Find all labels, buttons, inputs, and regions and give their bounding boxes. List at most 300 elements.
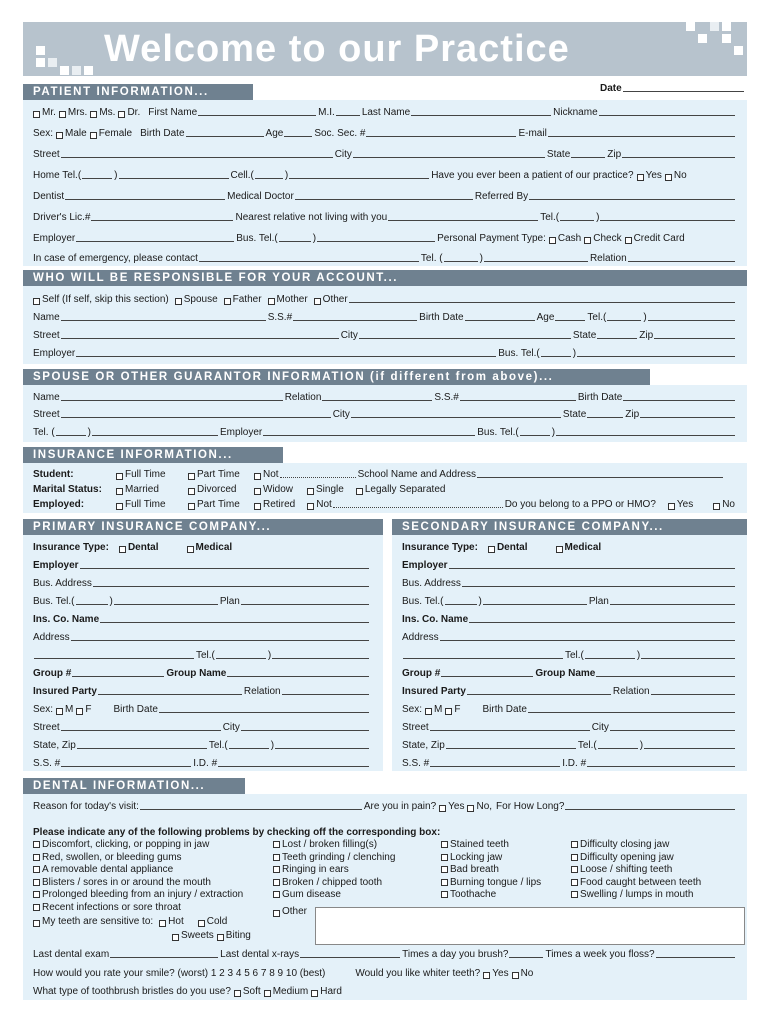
secondary-group-no-line[interactable] — [441, 668, 533, 677]
emergency-tel-area-line[interactable] — [444, 253, 478, 262]
problem-item — [441, 877, 541, 890]
secondary-address-line[interactable] — [440, 632, 735, 641]
checkbox-married[interactable] — [116, 488, 123, 495]
primary-label: Birth Date — [113, 704, 158, 715]
spouse-street-line[interactable] — [61, 409, 331, 418]
checkbox-other-problem[interactable] — [273, 910, 280, 917]
resp-name-line[interactable] — [61, 312, 266, 321]
spouse-zip-line[interactable] — [640, 409, 735, 418]
secondary-label: S.S. # — [402, 758, 430, 769]
home-tel-line[interactable] — [119, 170, 229, 179]
resp-bus-tel-area-line[interactable] — [541, 348, 571, 357]
spouse-employer-line[interactable] — [263, 427, 475, 436]
floss-line[interactable] — [656, 949, 735, 958]
primary-label: Insured Party — [33, 686, 97, 697]
primary-label: Bus. Address — [33, 578, 92, 589]
decor-square — [722, 34, 731, 43]
checkbox-ppo-yes[interactable] — [668, 503, 675, 510]
secondary-tel-area-line[interactable] — [585, 650, 635, 659]
decor-square — [36, 58, 45, 67]
checkbox-ms[interactable] — [90, 111, 97, 118]
checkbox-secondary-f[interactable] — [445, 708, 452, 715]
problem-item — [571, 864, 701, 877]
problem-checkbox[interactable] — [33, 841, 40, 848]
checkbox-cold[interactable] — [198, 920, 205, 927]
problem-checkbox[interactable] — [273, 891, 280, 898]
problem-item — [273, 877, 395, 890]
nearest-relative-line[interactable] — [388, 212, 538, 221]
secondary-ins-co-name-line[interactable] — [469, 614, 735, 623]
secondary-label: Tel.( — [565, 650, 584, 661]
problem-checkbox[interactable] — [33, 854, 40, 861]
primary-label: ) — [109, 596, 113, 607]
problem-col-4 — [571, 839, 701, 902]
primary-row-10 — [33, 719, 371, 733]
problem-label: Burning tongue / lips — [450, 876, 542, 888]
secondary-label: Relation — [612, 686, 650, 697]
spouse-row-address: Street City State Zip — [33, 406, 737, 420]
primary-city-line[interactable] — [241, 722, 369, 731]
secondary-tel-line[interactable] — [641, 650, 735, 659]
problem-checkbox[interactable] — [441, 891, 448, 898]
secondary-label: Ins. Co. Name — [402, 614, 469, 625]
other-problem-row: Other — [273, 903, 307, 917]
primary-label: ) — [267, 650, 272, 661]
primary-label: Insurance Type: — [33, 542, 109, 553]
spouse-birth-date-line[interactable] — [623, 392, 735, 401]
problem-label: Food caught between teeth — [580, 876, 702, 888]
reason-line[interactable] — [140, 801, 362, 810]
bus-tel-area-line[interactable] — [279, 233, 311, 242]
cell-area-line[interactable] — [255, 170, 283, 179]
problem-checkbox[interactable] — [33, 866, 40, 873]
checkbox-employed-not[interactable] — [307, 503, 314, 510]
date-field[interactable] — [600, 80, 746, 94]
first-name-line[interactable] — [198, 107, 316, 116]
problem-col-1 — [33, 839, 243, 914]
checkbox-medium[interactable] — [264, 990, 271, 997]
checkbox-primary-medical[interactable] — [187, 546, 194, 553]
checkbox-divorced[interactable] — [188, 488, 195, 495]
checkbox-other[interactable] — [314, 298, 321, 305]
primary-row-11 — [33, 737, 371, 751]
checkbox-self[interactable] — [33, 298, 40, 305]
drivers-license-line[interactable] — [91, 212, 233, 221]
secondary-label: Medical — [564, 542, 602, 553]
secondary-row-9 — [402, 701, 737, 715]
section-header-insurance: INSURANCE INFORMATION... — [23, 447, 283, 463]
checkbox-whiter-yes[interactable] — [483, 972, 490, 979]
emergency-contact-line[interactable] — [199, 253, 419, 262]
secondary-label: Group Name — [535, 668, 596, 679]
decor-square — [734, 46, 743, 55]
checkbox-spouse[interactable] — [175, 298, 182, 305]
relative-tel-line[interactable] — [600, 212, 735, 221]
secondary-plan-line[interactable] — [610, 596, 735, 605]
cell-line[interactable] — [289, 170, 429, 179]
resp-state-line[interactable] — [597, 330, 637, 339]
secondary-relation-line[interactable] — [651, 686, 735, 695]
medical-doctor-line[interactable] — [295, 191, 473, 200]
checkbox-primary-m[interactable] — [56, 708, 63, 715]
problem-item — [33, 877, 243, 890]
bus-tel-line[interactable] — [317, 233, 435, 242]
sensitive-row-2: Sweets Biting — [169, 927, 251, 941]
checkbox-mrs[interactable] — [59, 111, 66, 118]
primary-label: Medical — [195, 542, 233, 553]
checkbox-patient-no[interactable] — [665, 174, 672, 181]
spouse-row-tel: Tel. ( ) Employer Bus. Tel.( ) — [33, 424, 737, 438]
last-exam-line[interactable] — [110, 949, 218, 958]
school-line[interactable] — [477, 469, 723, 478]
resp-age-line[interactable] — [555, 312, 585, 321]
checkbox-widow[interactable] — [254, 488, 261, 495]
checkbox-whiter-no[interactable] — [512, 972, 519, 979]
checkbox-biting[interactable] — [217, 934, 224, 941]
checkbox-primary-f[interactable] — [76, 708, 83, 715]
checkbox-father[interactable] — [224, 298, 231, 305]
secondary-label: F — [454, 704, 461, 715]
patient-row-emergency: In case of emergency, please contact Tel. ( ) Relation — [33, 250, 737, 264]
primary-employer-line[interactable] — [80, 560, 369, 569]
secondary-tel2-line[interactable] — [644, 740, 735, 749]
problem-label: Ringing in ears — [282, 864, 349, 875]
primary-bus-tel-area-line[interactable] — [76, 596, 108, 605]
other-problem-textbox[interactable] — [315, 907, 745, 945]
primary-relation-line[interactable] — [282, 686, 369, 695]
spouse-name-line[interactable] — [61, 392, 283, 401]
primary-label: Tel.( — [208, 740, 228, 751]
decor-square — [36, 46, 45, 55]
secondary-birth-date-line[interactable] — [528, 704, 735, 713]
checkbox-student-not[interactable] — [254, 473, 261, 480]
checkbox-primary-dental[interactable] — [119, 546, 126, 553]
secondary-label: I.D. # — [562, 758, 587, 769]
employer-line[interactable] — [76, 233, 234, 242]
secondary-label: Birth Date — [482, 704, 527, 715]
secondary-row-1 — [402, 557, 737, 571]
responsible-row-employer: Employer Bus. Tel.( ) — [33, 345, 737, 359]
resp-tel-area-line[interactable] — [607, 312, 641, 321]
how-long-line[interactable] — [565, 801, 735, 810]
responsible-section — [23, 286, 747, 364]
problem-checkbox[interactable] — [33, 879, 40, 886]
primary-label: Tel.( — [196, 650, 215, 661]
problem-col-2 — [273, 839, 395, 902]
section-header-responsible: WHO WILL BE RESPONSIBLE FOR YOUR ACCOUNT... — [23, 270, 747, 286]
secondary-row-6 — [402, 647, 737, 661]
age-line[interactable] — [284, 128, 312, 137]
secondary-label: Group # — [402, 668, 441, 679]
secondary-id-line[interactable] — [587, 758, 735, 767]
spouse-ss-line[interactable] — [460, 392, 576, 401]
primary-label: Employer — [33, 560, 79, 571]
primary-insured-party-line[interactable] — [98, 686, 242, 695]
primary-label: Relation — [243, 686, 281, 697]
resp-city-line[interactable] — [359, 330, 571, 339]
section-header-secondary: SECONDARY INSURANCE COMPANY... — [392, 519, 747, 535]
zip-line[interactable] — [622, 149, 735, 158]
city-line[interactable] — [353, 149, 545, 158]
problem-label: Red, swollen, or bleeding gums — [42, 851, 182, 863]
secondary-street-line[interactable] — [430, 722, 590, 731]
checkbox-retired[interactable] — [254, 503, 261, 510]
checkbox-student-full-time[interactable] — [116, 473, 123, 480]
problem-label: Teeth grinding / clenching — [282, 851, 396, 863]
resp-ss-line[interactable] — [293, 312, 417, 321]
resp-birth-date-line[interactable] — [465, 312, 535, 321]
secondary-label: Street — [402, 722, 429, 733]
problem-checkbox[interactable] — [441, 866, 448, 873]
primary-label: Street — [33, 722, 60, 733]
primary-tel-area-line[interactable] — [216, 650, 266, 659]
problem-label: Toothache — [450, 889, 497, 900]
spouse-tel-area-line[interactable] — [56, 427, 86, 436]
primary-label: City — [222, 722, 240, 733]
problem-checkbox[interactable] — [571, 866, 578, 873]
checkbox-employed-part-time[interactable] — [188, 503, 195, 510]
dental-row-exam: Last dental exam Last dental x-rays Times a day you brush? Times a week you floss? — [33, 946, 737, 960]
secondary-bus-address-line[interactable] — [462, 578, 735, 587]
primary-address-line-2[interactable] — [34, 650, 194, 659]
brush-line[interactable] — [509, 949, 543, 958]
problem-label: A removable dental appliance — [42, 864, 174, 875]
secondary-insured-party-line[interactable] — [467, 686, 611, 695]
spouse-relation-line[interactable] — [322, 392, 432, 401]
state-line[interactable] — [571, 149, 605, 158]
dental-row-reason: Reason for today's visit: Are you in pain? Yes No, For How Long? — [33, 798, 737, 812]
problem-item — [571, 839, 701, 852]
checkbox-credit-card[interactable] — [625, 237, 632, 244]
primary-row-5 — [33, 629, 371, 643]
date-label: Date — [600, 83, 622, 94]
problem-checkbox[interactable] — [571, 891, 578, 898]
insurance-section: Student: Marital Status: Employed: Full Time Married Full Time Part Time Divorced Part Time Not School Name and Address Widow Single Legally Separated Retired Not Do you belong to a PPO or HMO? Yes No — [23, 463, 747, 513]
checkbox-pain-yes[interactable] — [439, 805, 446, 812]
problem-checkbox[interactable] — [441, 841, 448, 848]
checkbox-single[interactable] — [307, 488, 314, 495]
referred-by-line[interactable] — [529, 191, 735, 200]
spouse-state-line[interactable] — [587, 409, 623, 418]
patient-row-phones: Home Tel.( ) Cell.( ) Have you ever been a patient of our practice? Yes No — [33, 170, 687, 181]
checkbox-hot[interactable] — [159, 920, 166, 927]
primary-tel2-area-line[interactable] — [229, 740, 269, 749]
checkbox-secondary-medical[interactable] — [556, 546, 563, 553]
secondary-row-3 — [402, 593, 737, 607]
checkbox-soft[interactable] — [234, 990, 241, 997]
relative-tel-area-line[interactable] — [560, 212, 594, 221]
patient-row-employer: Employer Bus. Tel.( ) Personal Payment Type: Cash Check Credit Card — [33, 233, 685, 244]
primary-tel2-line[interactable] — [275, 740, 369, 749]
secondary-label: ) — [636, 650, 641, 661]
primary-label: Ins. Co. Name — [33, 614, 100, 625]
problem-item — [273, 839, 395, 852]
primary-row-3 — [33, 593, 371, 607]
checkbox-cash[interactable] — [549, 237, 556, 244]
secondary-label: Address — [402, 632, 439, 643]
problem-item — [441, 889, 541, 902]
spouse-bus-tel-line[interactable] — [556, 427, 735, 436]
secondary-employer-line[interactable] — [449, 560, 735, 569]
problem-checkbox[interactable] — [273, 866, 280, 873]
problem-checkbox[interactable] — [33, 891, 40, 898]
checkbox-male[interactable] — [56, 132, 63, 139]
problem-checkbox[interactable] — [571, 841, 578, 848]
problem-checkbox[interactable] — [273, 841, 280, 848]
other-line[interactable] — [349, 294, 735, 303]
primary-label: I.D. # — [193, 758, 218, 769]
checkbox-student-part-time[interactable] — [188, 473, 195, 480]
secondary-row-0 — [402, 539, 737, 553]
resp-tel-line[interactable] — [648, 312, 735, 321]
dotted-leader — [333, 499, 503, 508]
primary-birth-date-line[interactable] — [159, 704, 369, 713]
spouse-tel-line[interactable] — [92, 427, 218, 436]
primary-ss-line[interactable] — [61, 758, 191, 767]
checkbox-check[interactable] — [584, 237, 591, 244]
secondary-bus-tel-area-line[interactable] — [445, 596, 477, 605]
primary-tel-line[interactable] — [272, 650, 369, 659]
decor-square — [686, 22, 695, 31]
problem-item — [441, 864, 541, 877]
primary-label: ) — [270, 740, 275, 751]
secondary-label: Bus. Address — [402, 578, 461, 589]
emergency-tel-line[interactable] — [484, 253, 588, 262]
problem-item — [33, 889, 243, 902]
secondary-ss-line[interactable] — [430, 758, 560, 767]
last-name-line[interactable] — [411, 107, 551, 116]
secondary-address-line-2[interactable] — [403, 650, 563, 659]
checkbox-patient-yes[interactable] — [637, 174, 644, 181]
problem-checkbox[interactable] — [33, 904, 40, 911]
checkbox-secondary-m[interactable] — [425, 708, 432, 715]
spouse-bus-tel-area-line[interactable] — [520, 427, 550, 436]
primary-street-line[interactable] — [61, 722, 221, 731]
secondary-bus-tel-line[interactable] — [483, 596, 587, 605]
secondary-label: Bus. Tel.( — [402, 596, 444, 607]
secondary-city-line[interactable] — [610, 722, 735, 731]
problem-checkbox[interactable] — [441, 879, 448, 886]
mi-line[interactable] — [336, 107, 360, 116]
checkbox-female[interactable] — [90, 132, 97, 139]
secondary-group-name-line[interactable] — [596, 668, 735, 677]
problem-label: Loose / shifting teeth — [580, 864, 673, 875]
spouse-city-line[interactable] — [351, 409, 561, 418]
nickname-line[interactable] — [599, 107, 735, 116]
ssn-line[interactable] — [366, 128, 516, 137]
last-xrays-line[interactable] — [300, 949, 400, 958]
primary-group-name-line[interactable] — [227, 668, 369, 677]
primary-ins-co-name-line[interactable] — [100, 614, 369, 623]
primary-row-12 — [33, 755, 371, 769]
problem-item — [273, 852, 395, 865]
emergency-relation-line[interactable] — [628, 253, 735, 262]
resp-employer-line[interactable] — [76, 348, 496, 357]
secondary-state-zip-line[interactable] — [446, 740, 576, 749]
problem-checkbox[interactable] — [273, 879, 280, 886]
date-line[interactable] — [623, 83, 744, 92]
secondary-label: Employer — [402, 560, 448, 571]
patient-row-sex: Sex: Male Female Birth Date Age Soc. Sec. # E-mail — [33, 125, 737, 139]
primary-row-0 — [33, 539, 371, 553]
checkbox-ppo-no[interactable] — [713, 503, 720, 510]
problem-item — [273, 864, 395, 877]
checkbox-dr[interactable] — [118, 111, 125, 118]
problem-item — [441, 839, 541, 852]
problem-label: Swelling / lumps in mouth — [580, 889, 694, 900]
problem-label: Blisters / sores in or around the mouth — [42, 876, 211, 888]
secondary-row-11 — [402, 737, 737, 751]
primary-bus-address-line[interactable] — [93, 578, 369, 587]
checkbox-pain-no[interactable] — [467, 805, 474, 812]
secondary-row-10 — [402, 719, 737, 733]
problem-item — [441, 852, 541, 865]
dotted-leader — [280, 469, 356, 478]
primary-label: Dental — [127, 542, 159, 553]
primary-label: Group Name — [166, 668, 227, 679]
checkbox-legally-separated[interactable] — [356, 488, 363, 495]
checkbox-hard[interactable] — [311, 990, 318, 997]
street-line[interactable] — [61, 149, 333, 158]
problem-checkbox[interactable] — [441, 854, 448, 861]
responsible-row-address: Street City State Zip — [33, 327, 737, 341]
secondary-label: ) — [639, 740, 644, 751]
problem-checkbox[interactable] — [571, 854, 578, 861]
primary-label: F — [85, 704, 92, 715]
checkbox-mr[interactable] — [33, 111, 40, 118]
birth-date-line[interactable] — [186, 128, 264, 137]
secondary-label: State, Zip — [402, 740, 445, 751]
primary-plan-line[interactable] — [241, 596, 369, 605]
decor-square — [698, 34, 707, 43]
checkbox-secondary-dental[interactable] — [488, 546, 495, 553]
checkbox-mother[interactable] — [268, 298, 275, 305]
problem-item — [33, 852, 243, 865]
secondary-row-5 — [402, 629, 737, 643]
problem-label: Broken / chipped tooth — [282, 876, 383, 888]
email-line[interactable] — [548, 128, 735, 137]
primary-id-line[interactable] — [218, 758, 369, 767]
resp-bus-tel-line[interactable] — [577, 348, 735, 357]
problem-checkbox[interactable] — [571, 879, 578, 886]
resp-zip-line[interactable] — [654, 330, 735, 339]
spouse-section — [23, 385, 747, 442]
checkbox-sweets[interactable] — [172, 934, 179, 941]
patient-row-doctors: Dentist Medical Doctor Referred By — [33, 188, 737, 202]
sensitive-row: My teeth are sensitive to: Hot Cold — [33, 913, 227, 927]
primary-row-2 — [33, 575, 371, 589]
resp-street-line[interactable] — [61, 330, 339, 339]
checkbox-sensitive[interactable] — [33, 920, 40, 927]
secondary-label: Tel.( — [577, 740, 597, 751]
primary-state-zip-line[interactable] — [77, 740, 207, 749]
primary-bus-tel-line[interactable] — [114, 596, 218, 605]
home-tel-area-line[interactable] — [82, 170, 112, 179]
primary-label: Bus. Tel.( — [33, 596, 75, 607]
primary-row-1 — [33, 557, 371, 571]
primary-row-4 — [33, 611, 371, 625]
primary-label: M — [65, 704, 74, 715]
primary-address-line[interactable] — [71, 632, 369, 641]
problem-label: Gum disease — [282, 889, 341, 900]
secondary-tel2-area-line[interactable] — [598, 740, 638, 749]
primary-group-no-line[interactable] — [72, 668, 164, 677]
problem-item — [273, 889, 395, 902]
secondary-row-7 — [402, 665, 737, 679]
checkbox-employed-full-time[interactable] — [116, 503, 123, 510]
dentist-line[interactable] — [65, 191, 225, 200]
problem-checkbox[interactable] — [273, 854, 280, 861]
